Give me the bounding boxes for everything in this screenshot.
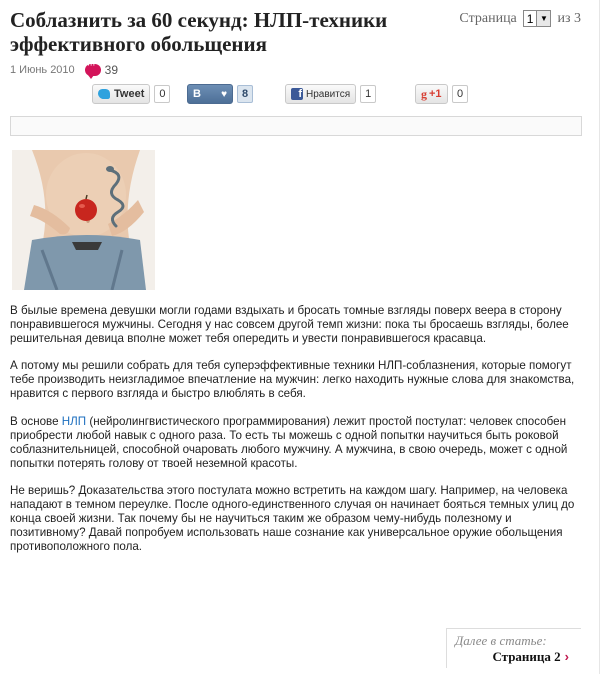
woman-with-apple-and-snake-illustration: [12, 150, 155, 290]
share-bar: [0, 84, 600, 106]
facebook-share: [285, 84, 376, 104]
vk-count: 8: [237, 85, 253, 103]
gplus-button[interactable]: [415, 84, 448, 104]
paragraph-3: [10, 415, 585, 471]
pager-total: из 3: [557, 10, 581, 26]
facebook-label: Нравится: [306, 88, 351, 100]
ad-banner-placeholder: [10, 116, 582, 136]
article-date: 1 Июнь 2010: [10, 64, 75, 76]
article-image: [12, 150, 155, 290]
paragraph-3-rest: (нейролингвистического программирования) лежит простой постулат: человек способен приобрести любой навык с одного раза. То есть ты можешь с одной попытки научиться быть роковой соблазнительницей, способной очаровать любого мужчину. А мужчина, в свою очередь, может с одной попытки потерять голову от твоей неземной красоты.: [10, 414, 568, 470]
vk-share: [187, 84, 253, 104]
gplus-label: +1: [429, 88, 442, 100]
tweet-count: 0: [154, 85, 170, 103]
next-page-text: Страница 2: [492, 649, 561, 664]
facebook-logo-icon: f: [291, 88, 303, 100]
vk-like-button[interactable]: [187, 84, 233, 104]
tweet-label: Tweet: [114, 88, 145, 100]
page-dropdown[interactable]: [523, 10, 552, 27]
chevron-right-icon: ›: [564, 649, 569, 664]
page-dropdown-value: 1: [526, 11, 534, 26]
gplus-share: [415, 84, 468, 104]
heart-icon: ♥: [221, 88, 227, 100]
article-body: [10, 304, 585, 563]
google-g-icon: g: [421, 86, 427, 101]
facebook-like-button[interactable]: [285, 84, 356, 104]
article-meta: [10, 63, 118, 77]
comments-link[interactable]: [85, 63, 118, 77]
facebook-count: 1: [360, 85, 376, 103]
twitter-bird-icon: [98, 89, 110, 99]
next-page-label: Далее в статье:: [455, 633, 547, 648]
vk-label: В: [193, 88, 201, 100]
chevron-down-icon[interactable]: ▼: [536, 11, 550, 26]
article-title: Соблазнить за 60 секунд: НЛП-техники эффективного обольщения: [10, 8, 388, 56]
paragraph-3-prefix: В основе: [10, 414, 59, 428]
next-page-title[interactable]: [492, 649, 569, 665]
comments-count: 39: [104, 63, 119, 77]
pager-label: Страница: [459, 10, 517, 26]
page-selector: [459, 10, 581, 27]
tweet-share: [92, 84, 170, 104]
next-page-link[interactable]: [446, 628, 581, 668]
paragraph-4: Не веришь? Доказательства этого постулата можно встретить на каждом шагу. Например, на человека нападают в темном переулке. После одного-единственного случая он начинает бояться темных улиц до конца своей жизни. Так почему бы не научиться таким же образом чему-нибудь полезному и позитивному? Давай попробуем использовать наше сознание как универсальное оружие обольщения противоположного пола.: [10, 483, 575, 554]
paragraph-2: А потому мы решили собрать для тебя суперэффективные техники НЛП-соблазнения, которые помогут тебе производить неизгладимое впечатление на мужчин: легко находить нужные слова для знакомства, нравится с первого взгляда и быстро влюблять в себя.: [10, 359, 575, 401]
gplus-count: 0: [452, 85, 468, 103]
comment-bubble-icon: [85, 64, 101, 76]
paragraph-1: В былые времена девушки могли годами вздыхать и бросать томные взгляды поверх веера в сторону понравившегося мужчины. Сегодня у нас совсем другой темп жизни: пока ты бросаешь взгляды, более решительная девица вполне может тебя опередить и увести понравившегося красавца.: [10, 304, 569, 346]
tweet-button[interactable]: [92, 84, 150, 104]
nlp-link[interactable]: НЛП: [61, 414, 87, 428]
